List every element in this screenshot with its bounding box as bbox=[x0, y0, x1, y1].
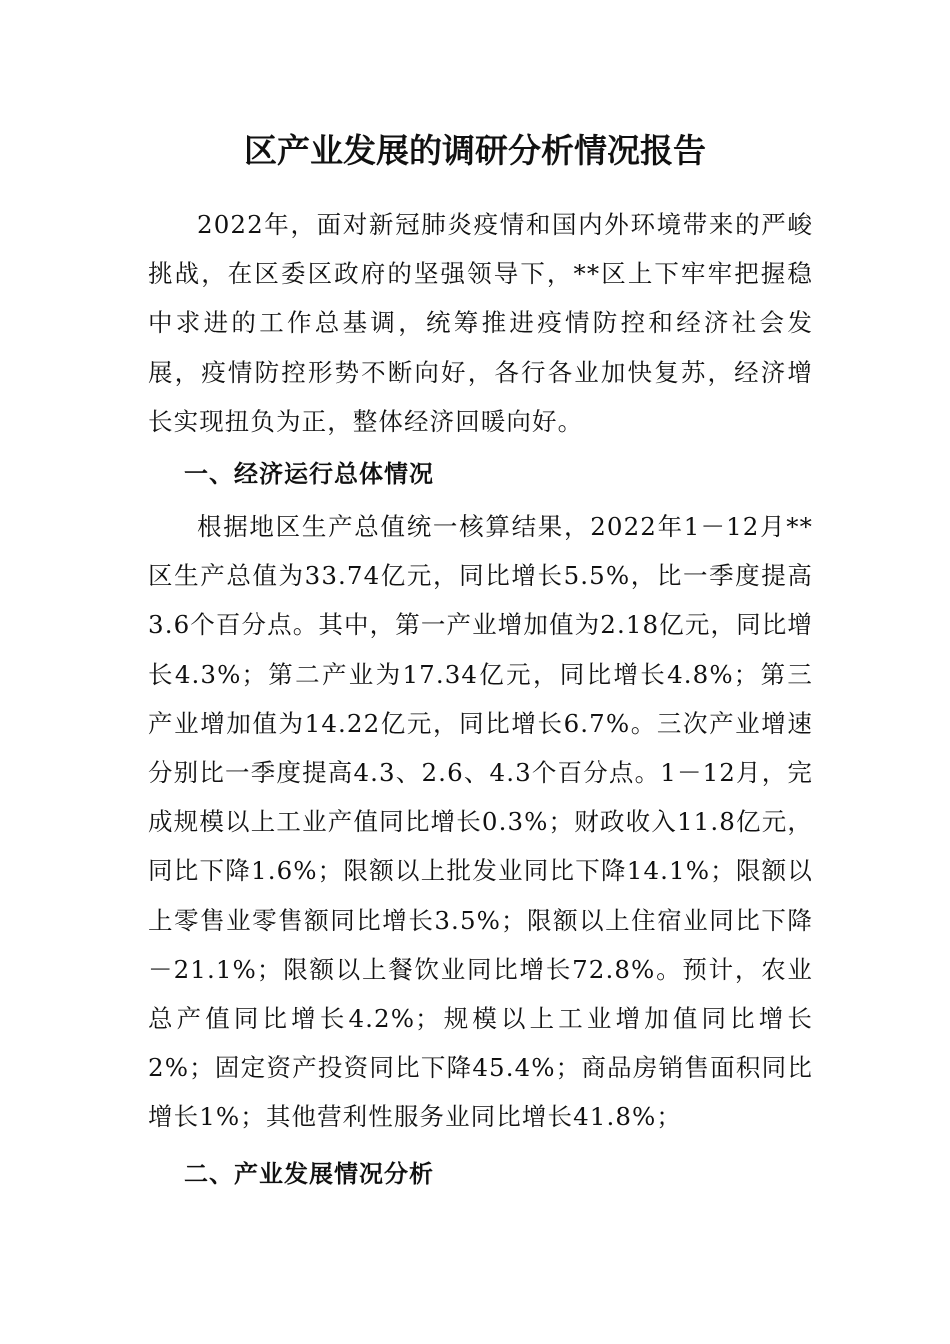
intro-paragraph: 2022年，面对新冠肺炎疫情和国内外环境带来的严峻挑战，在区委区政府的坚强领导下，**区上下牢牢把握稳中求进的工作总基调，统筹推进疫情防控和经济社会发展，疫情防控形势不断向好，各行各业加快复苏，经济增长实现扭负为正，整体经济回暖向好。 bbox=[148, 210, 813, 436]
section2-heading: 二、产业发展情况分析 bbox=[184, 1160, 434, 1188]
section1-paragraph: 根据地区生产总值统一核算结果，2022年1－12月**区生产总值为33.74亿元，同比增长5.5%，比一季度提高3.6个百分点。其中，第一产业增加值为2.18亿元，同比增长4.3%；第二产业为17.34亿元，同比增长4.8%；第三产业增加值为14.22亿元，同比增长6.7%。三次产业增速分别比一季度提高4.3、2.6、4.3个百分点。1－12月，完成规模以上工业产值同比增长0.3%；财政收入11.8亿元，同比下降1.6%；限额以上批发业同比下降14.1%；限额以上零售业零售额同比增长3.5%；限额以上住宿业同比下降－21.1%；限额以上餐饮业同比增长72.8%。预计，农业总产值同比增长4.2%；规模以上工业增加值同比增长2%；固定资产投资同比下降45.4%；商品房销售面积同比增长1%；其他营利性服务业同比增长41.8%； bbox=[148, 512, 814, 1132]
document-title: 区产业发展的调研分析情况报告 bbox=[244, 131, 706, 170]
section1-heading: 一、经济运行总体情况 bbox=[184, 460, 434, 488]
